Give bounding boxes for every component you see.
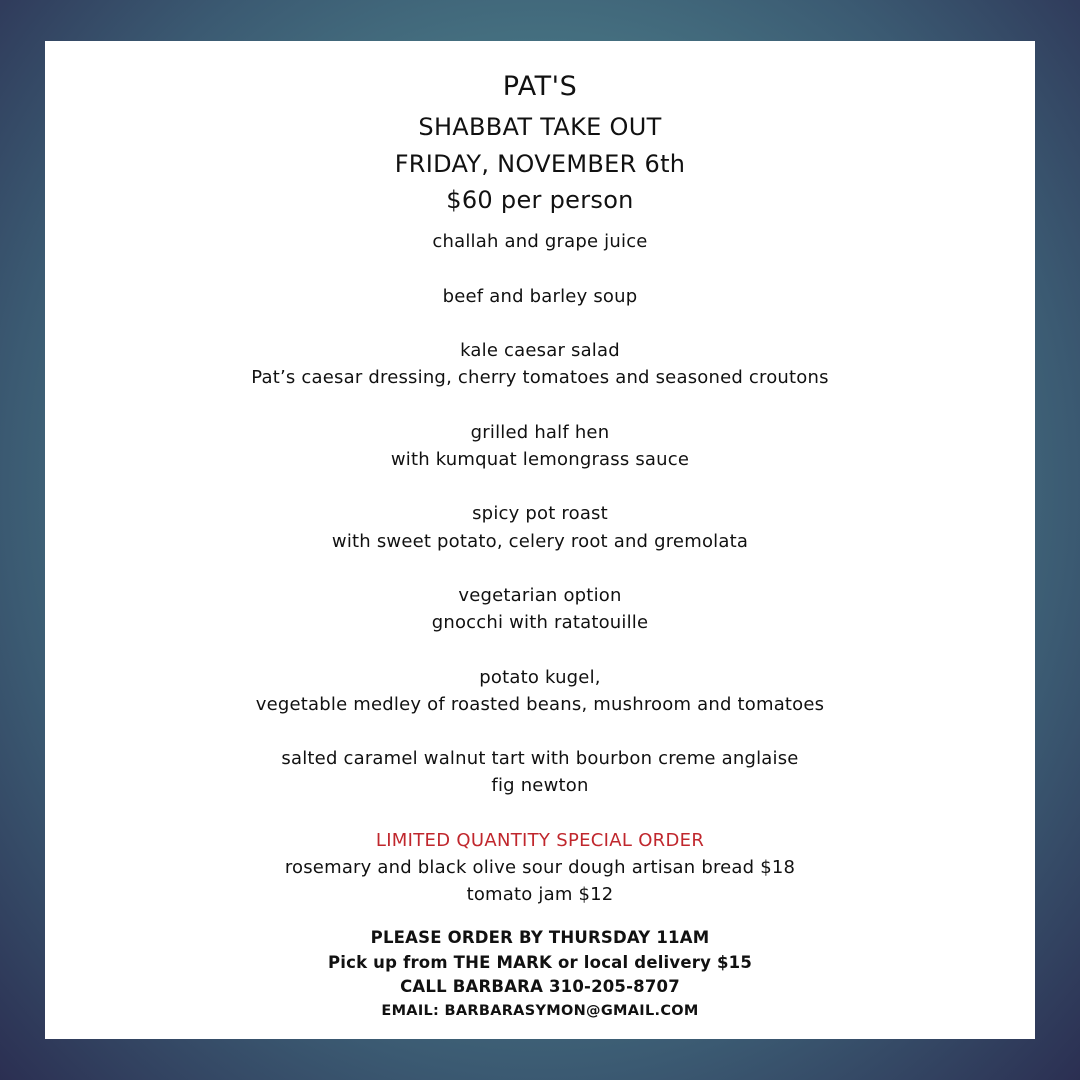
menu-item: potato kugel,	[479, 667, 601, 688]
menu-item-detail: gnocchi with ratatouille	[431, 612, 649, 633]
menu-price: $60 per person	[446, 186, 634, 214]
menu-item: salted caramel walnut tart with bourbon creme anglaise	[281, 748, 799, 769]
order-deadline: PLEASE ORDER BY THURSDAY 11AM	[370, 928, 710, 947]
special-order-item: rosemary and black olive sour dough artisan bread $18	[284, 857, 796, 878]
menu-item-detail: with kumquat lemongrass sauce	[390, 449, 690, 470]
menu-item: challah and grape juice	[432, 231, 648, 252]
menu-title: SHABBAT TAKE OUT	[418, 113, 662, 141]
menu-item: kale caesar salad	[460, 340, 620, 361]
pickup-info: Pick up from THE MARK or local delivery $15	[327, 953, 753, 972]
contact-email: EMAIL: BARBARASYMON@GMAIL.COM	[381, 1003, 699, 1019]
menu-item: grilled half hen	[470, 422, 610, 443]
special-order-heading: LIMITED QUANTITY SPECIAL ORDER	[375, 830, 705, 851]
menu-item-detail: Pat’s caesar dressing, cherry tomatoes and seasoned croutons	[251, 367, 829, 388]
menu-date: FRIDAY, NOVEMBER 6th	[394, 150, 686, 178]
menu-item: beef and barley soup	[442, 286, 638, 307]
menu-item: spicy pot roast	[472, 503, 608, 524]
special-order-item: tomato jam $12	[466, 884, 614, 905]
menu-card	[45, 41, 1035, 1039]
contact-phone: CALL BARBARA 310-205-8707	[400, 977, 680, 996]
menu-item-detail: with sweet potato, celery root and gremolata	[331, 531, 749, 552]
menu-item-detail: fig newton	[491, 775, 589, 796]
menu-item-detail: vegetable medley of roasted beans, mushroom and tomatoes	[255, 694, 825, 715]
restaurant-name: PAT'S	[502, 71, 578, 102]
menu-item: vegetarian option	[458, 585, 622, 606]
